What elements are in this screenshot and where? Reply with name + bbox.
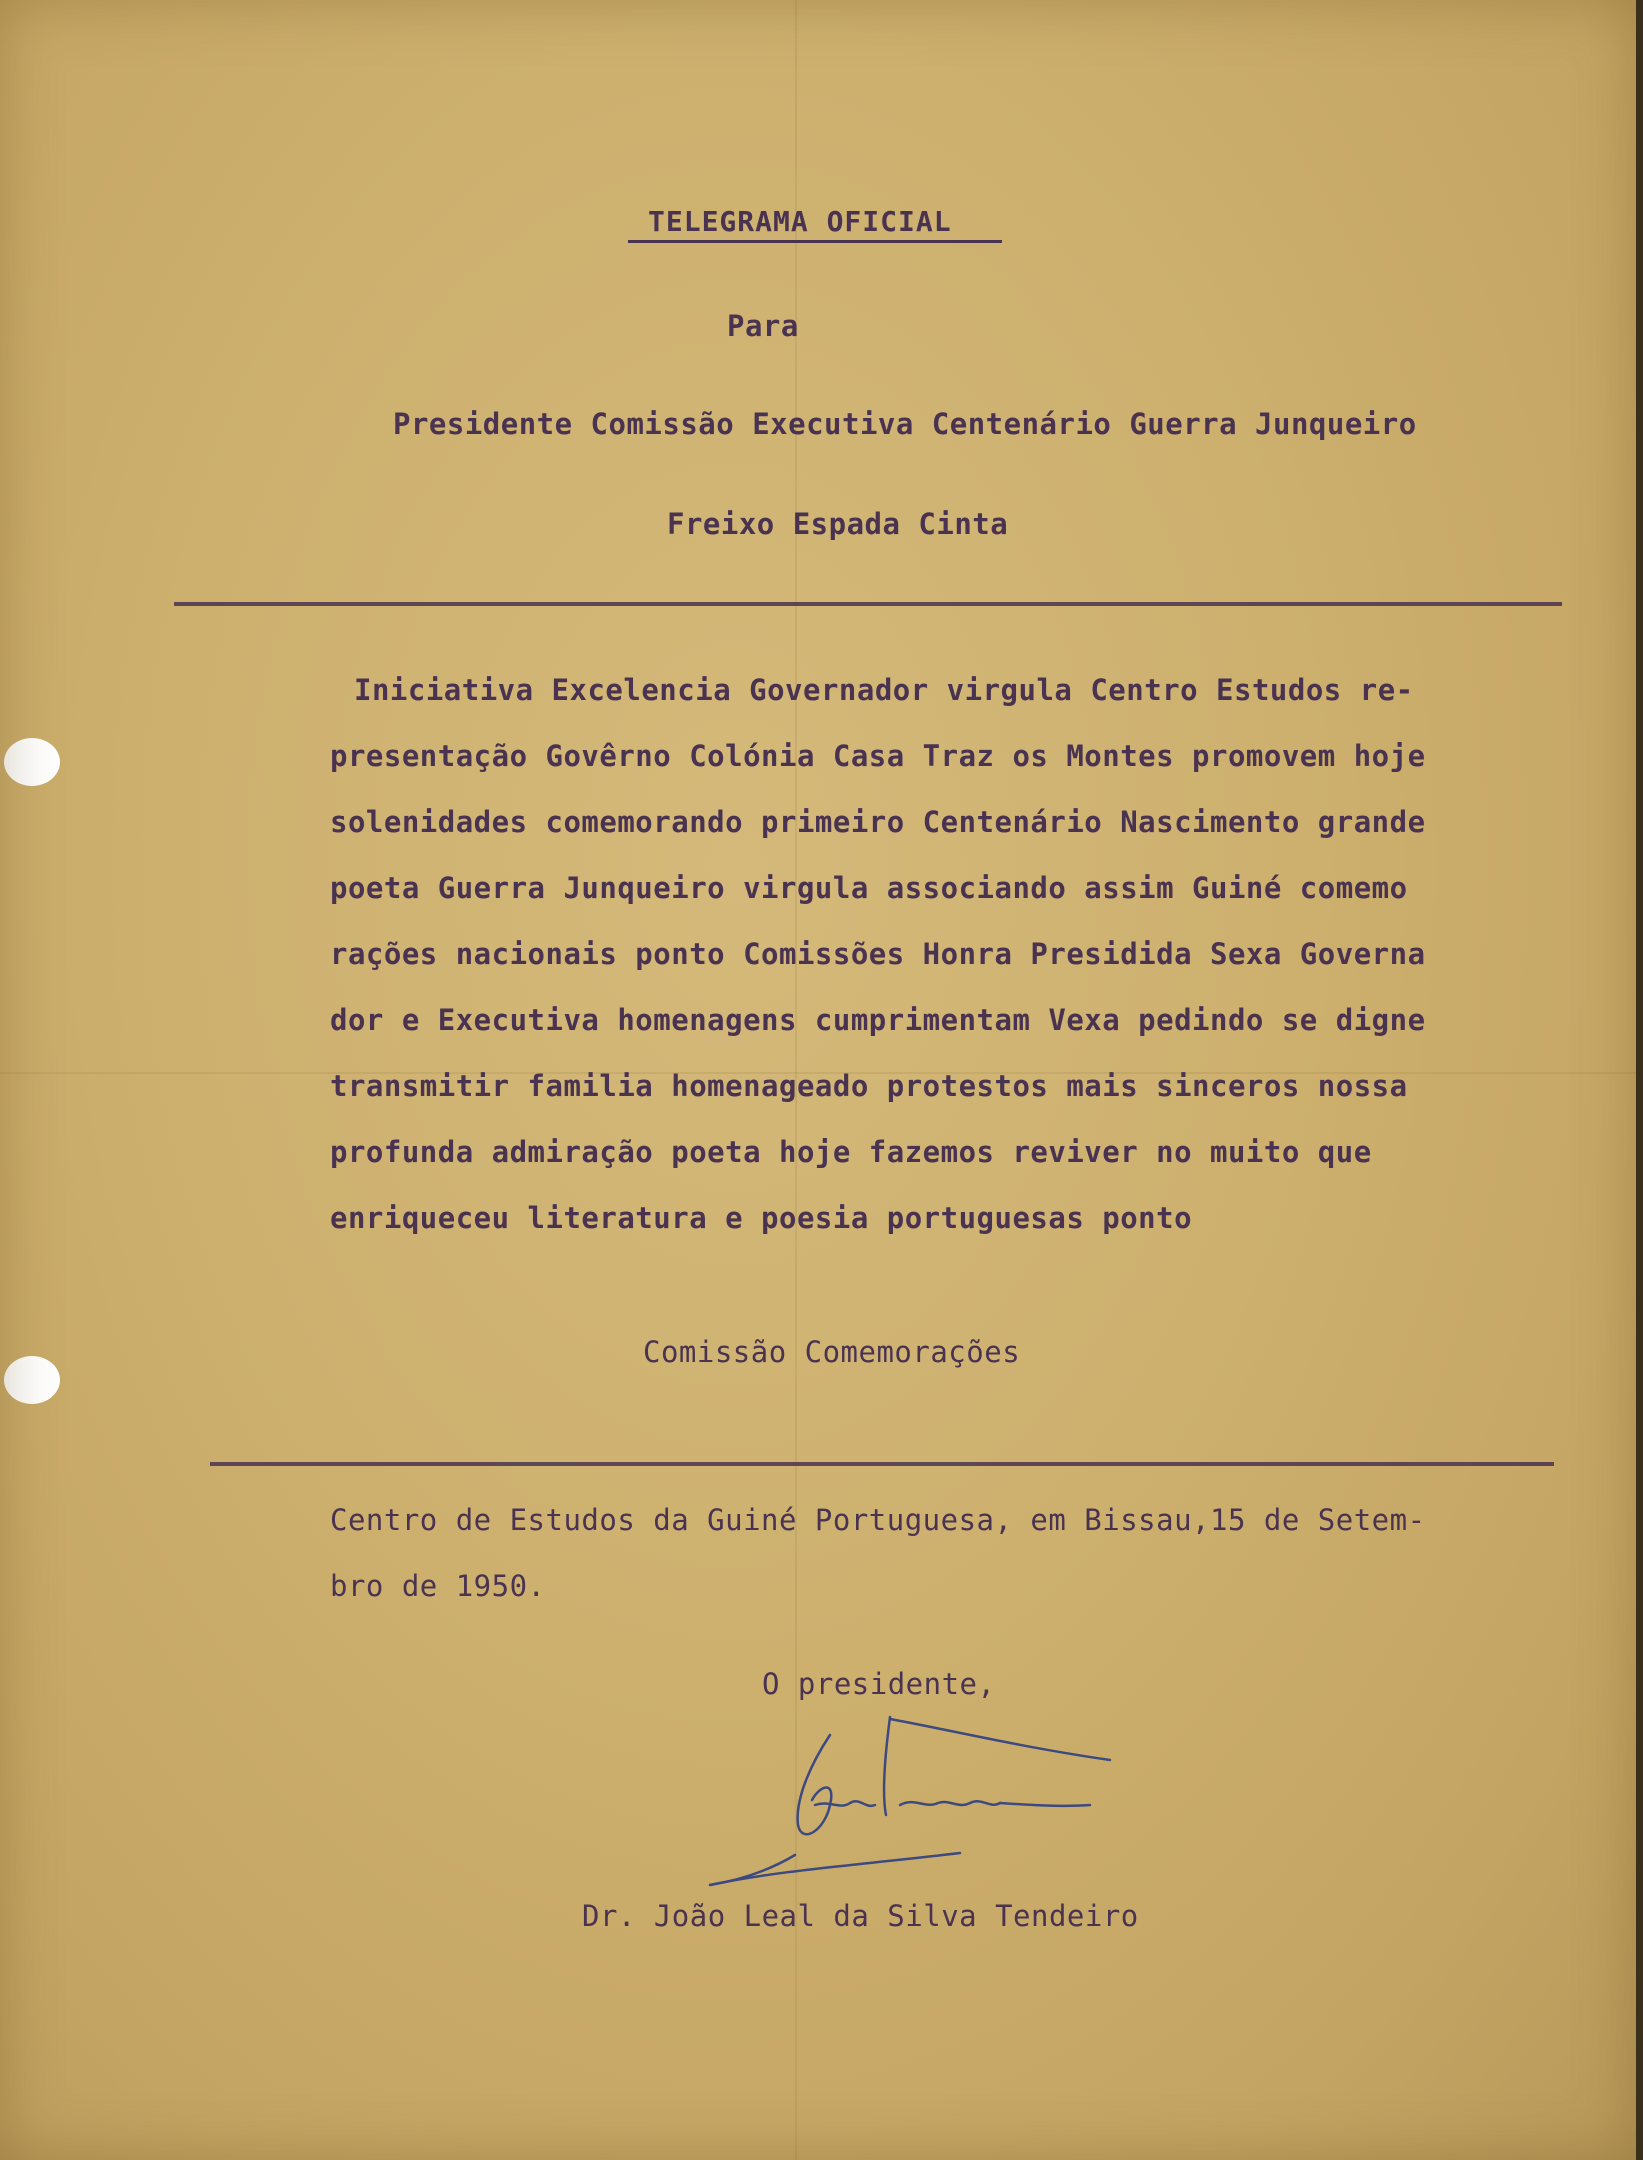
- body-line: rações nacionais ponto Comissões Honra Presidida Sexa Governa: [330, 937, 1426, 971]
- place-date-line: bro de 1950.: [330, 1569, 546, 1603]
- footer-divider: [210, 1462, 1554, 1466]
- punch-hole: [4, 738, 60, 786]
- header-divider: [174, 602, 1562, 606]
- document-title: TELEGRAMA OFICIAL: [648, 205, 952, 238]
- recipient-location: Freixo Espada Cinta: [667, 507, 1009, 541]
- body-line: profunda admiração poeta hoje fazemos reviver no muito que: [330, 1135, 1372, 1169]
- body-line: transmitir familia homenageado protestos mais sinceros nossa: [330, 1069, 1408, 1103]
- body-line: Iniciativa Excelencia Governador virgula Centro Estudos re-: [354, 673, 1414, 707]
- handwritten-signature: [700, 1705, 1120, 1895]
- sender-line: Comissão Comemorações: [643, 1335, 1021, 1369]
- title-underline: [628, 240, 1002, 243]
- body-line: presentação Govêrno Colónia Casa Traz os Montes promovem hoje: [330, 739, 1426, 773]
- place-date-line: Centro de Estudos da Guiné Portuguesa, em Bissau,15 de Setem-: [330, 1503, 1426, 1537]
- punch-hole: [4, 1356, 60, 1404]
- recipient-line: Presidente Comissão Executiva Centenário Guerra Junqueiro: [393, 407, 1417, 441]
- body-line: solenidades comemorando primeiro Centenário Nascimento grande: [330, 805, 1426, 839]
- para-label: Para: [727, 309, 799, 343]
- body-line: poeta Guerra Junqueiro virgula associando assim Guiné comemo: [330, 871, 1408, 905]
- body-line: enriqueceu literatura e poesia portuguesas ponto: [330, 1201, 1193, 1235]
- closing-line: O presidente,: [762, 1667, 996, 1701]
- signer-name: Dr. João Leal da Silva Tendeiro: [582, 1899, 1139, 1933]
- body-line: dor e Executiva homenagens cumprimentam Vexa pedindo se digne: [330, 1003, 1426, 1037]
